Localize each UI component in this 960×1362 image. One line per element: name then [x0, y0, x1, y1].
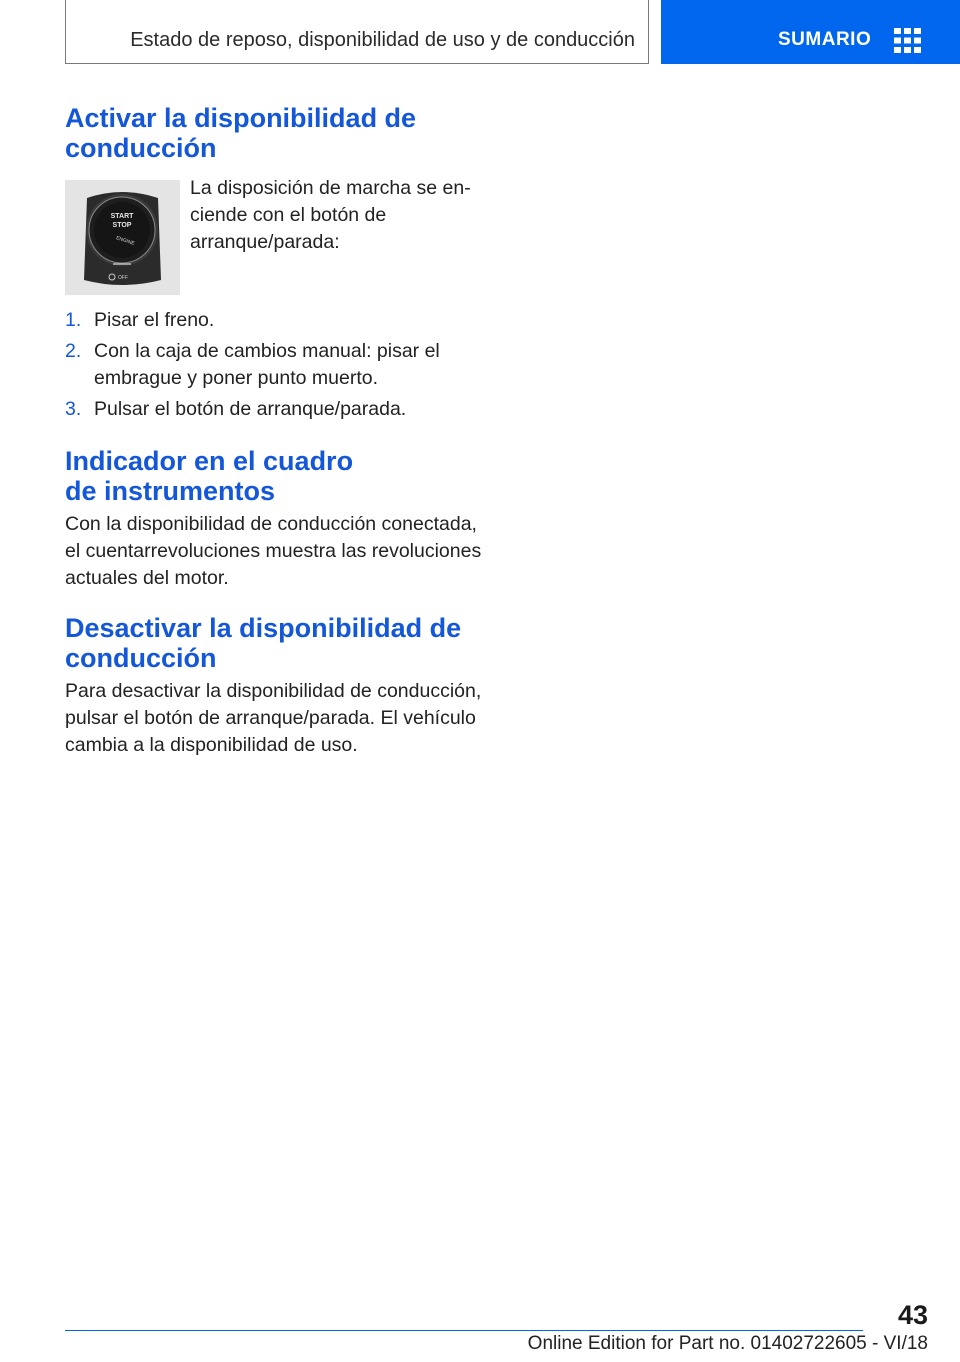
heading-line: conducción: [65, 133, 217, 163]
start-stop-button-image: [65, 180, 180, 295]
heading-line: Desactivar la disponibilidad de: [65, 613, 462, 643]
list-item: [65, 307, 475, 334]
sumario-label: SUMARIO: [778, 29, 872, 50]
step-number: 1.: [65, 309, 82, 331]
figure-caption-text: La disposición de marcha se enciende con el botón de arranque/parada:: [190, 177, 471, 253]
sumario-button[interactable]: [661, 0, 960, 64]
step-number: 3.: [65, 398, 82, 420]
off-label: OFF: [118, 275, 128, 281]
heading-line: Indicador en el cuadro: [65, 446, 354, 476]
step-text: Pulsar el botón de arranque/parada.: [94, 398, 407, 420]
heading-line: de instrumentos: [65, 476, 276, 506]
list-item: [65, 338, 475, 392]
section-heading-desactivar: [65, 613, 485, 673]
button-label-stop: STOP: [112, 222, 132, 229]
step-number: 2.: [65, 340, 82, 362]
header-title-box: [65, 0, 649, 64]
footer-divider: [65, 1330, 863, 1331]
section-heading-indicador: [65, 446, 485, 506]
step-text: Con la caja de cambios manual: pisar el embrague y poner punto muerto.: [94, 340, 440, 389]
header-title: Estado de reposo, disponibilidad de uso y de conducción: [130, 29, 635, 51]
section-heading-activar: [65, 103, 485, 163]
step-text: Pisar el freno.: [94, 309, 215, 331]
page-number: 43: [897, 1300, 928, 1330]
button-label-engine: ENGINE: [115, 235, 136, 247]
grid-icon: [894, 28, 921, 53]
button-label-start: START: [110, 213, 134, 220]
steps-list: [65, 307, 475, 427]
footer-edition-text: Online Edition for Part no. 01402722605 - VI/18: [527, 1333, 928, 1354]
section-paragraph: Con la disponibilidad de conducción conectada, el cuentarrevoluciones muestra las revoluciones actuales del motor.: [65, 513, 482, 589]
heading-line: conducción: [65, 643, 217, 673]
section-paragraph: Para desactivar la disponibilidad de conducción, pulsar el botón de arranque/parada. El vehículo cambia a la disponibilidad de uso.: [65, 680, 482, 756]
list-item: [65, 396, 475, 423]
heading-line: Activar la disponibilidad de: [65, 103, 417, 133]
